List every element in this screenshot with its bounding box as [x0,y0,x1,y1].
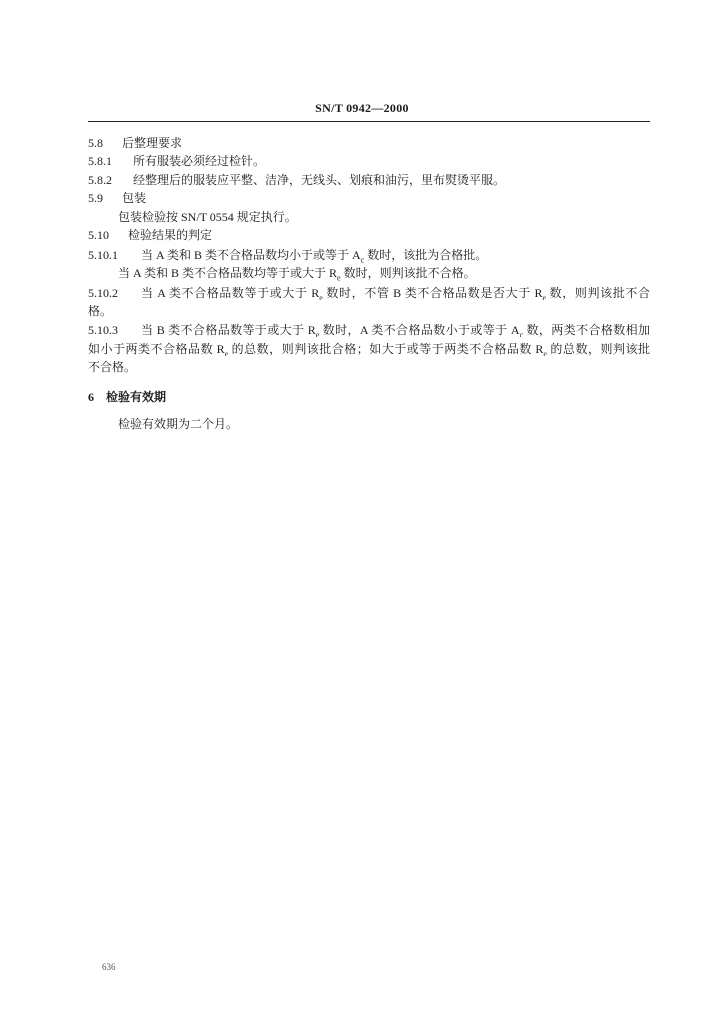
text-segment: 数时，A 类不合格品数小于或等于 A [319,323,520,337]
section-6-text: 检验有效期为二个月。 [118,417,239,431]
section-5-8-2-text: 经整理后的服装应平整、洁净，无线头、划痕和油污，里布熨烫平服。 [133,173,506,187]
subscript-e: e [224,349,229,356]
section-5-9-title: 包装 [122,191,147,205]
section-5-10-2-line-2: 格。 [88,304,113,318]
section-5-8-1-text: 所有服装必须经过检针。 [133,154,266,168]
text-segment: 数时，则判该批不合格。 [340,266,476,280]
section-5-10-2-line-1 [141,286,650,300]
subscript-e: e [337,273,341,283]
section-5-9-text: 包装检验按 SN/T 0554 规定执行。 [118,210,297,224]
text-segment: 数，两类不合格数相加 [523,323,650,337]
subscript-c: c [519,330,524,337]
text-segment: 当 A 类和 B 类不合格品数均小于或等于 A [141,248,361,262]
section-5-10-3-line-3: 不合格。 [88,360,137,374]
text-segment: 数时，该批为合格批。 [364,248,488,262]
text-segment: 的总数，则判该批合格；如大于或等于两类不合格品数 R [228,342,544,356]
section-5-8-1-number: 5.8.1 [88,154,112,168]
section-5-8-title: 后整理要求 [122,136,183,150]
section-5-10-number: 5.10 [88,228,109,242]
section-5-10-1-line-1 [141,248,488,265]
text-segment: 如小于两类不合格品数 R [88,342,225,356]
section-5-10-3-line-2 [88,342,650,356]
text-segment: 数时，不管 B 类不合格品数是否大于 R [322,286,543,300]
section-5-8-2-number: 5.8.2 [88,173,112,187]
text-segment: 的总数，则判该批 [546,342,650,356]
section-5-10-3-line-1 [141,323,650,337]
standard-code-header: SN/T 0942—2000 [315,101,409,115]
section-5-10-title: 检验结果的判定 [128,228,213,242]
subscript-e: e [543,349,547,356]
section-5-10-1-line-2 [118,266,476,283]
section-6-title: 检验有效期 [106,390,167,404]
text-segment: 当 A 类和 B 类不合格品数均等于或大于 R [118,266,338,280]
subscript-e: e [319,293,323,300]
section-5-10-3-number: 5.10.3 [88,323,118,337]
text-segment: 当 A 类不合格品数等于或大于 R [141,286,320,300]
subscript-e: e [542,293,547,300]
subscript-e: e [315,330,320,337]
subscript-c: c [360,255,365,265]
text-segment: 当 B 类不合格品数等于或大于 R [141,323,316,337]
section-5-8-number: 5.8 [88,136,103,150]
section-5-10-1-number: 5.10.1 [88,248,118,262]
section-6-number: 6 [88,390,94,404]
text-segment: 数，则判该批不合 [546,286,650,300]
header-rule [88,121,650,122]
section-5-9-number: 5.9 [88,191,103,205]
page-number: 636 [102,962,116,972]
section-5-10-2-number: 5.10.2 [88,286,118,300]
